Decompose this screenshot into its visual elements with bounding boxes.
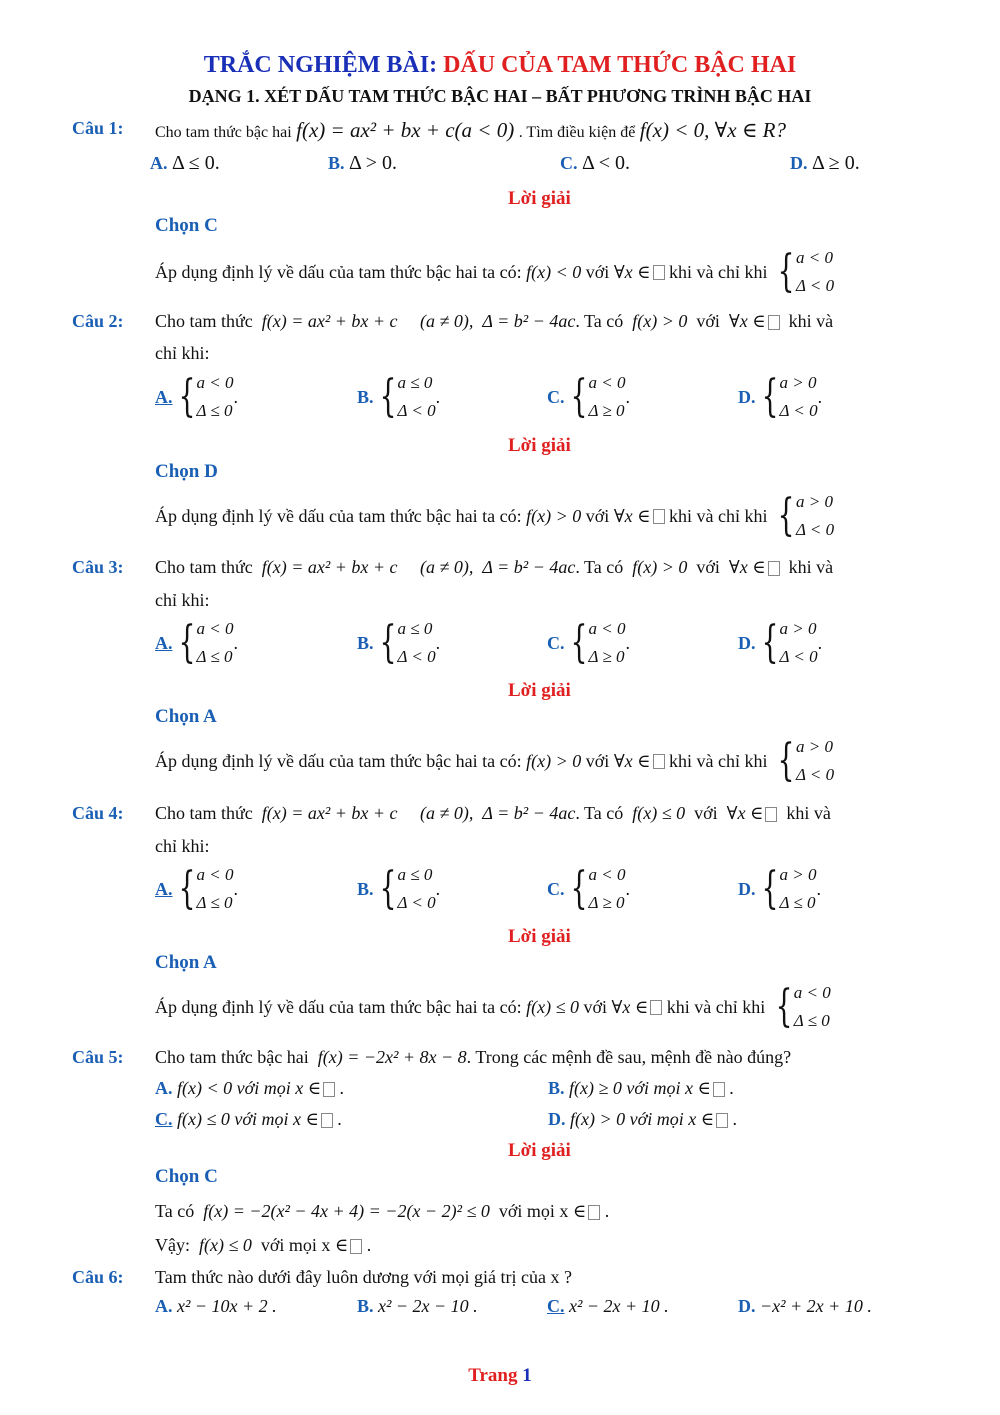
real-set-icon bbox=[350, 1239, 362, 1254]
q1-option-d bbox=[790, 152, 860, 175]
brace-icon: { bbox=[775, 981, 793, 1032]
q5-option-b-text: f(x) ≥ 0 với mọi x ∈ bbox=[569, 1078, 711, 1098]
q4-option-a-letter: A. bbox=[155, 878, 173, 899]
brace-icon: { bbox=[570, 371, 587, 422]
q5-option-a-letter: A. bbox=[155, 1078, 173, 1098]
q4-option-b-letter: B. bbox=[357, 878, 374, 899]
q1-option-c bbox=[560, 152, 630, 175]
q2-option-c-letter: C. bbox=[547, 386, 565, 407]
page-footer bbox=[0, 1365, 1000, 1387]
q5-loi-giai: Lời giải bbox=[508, 1140, 571, 1161]
q4-solution-forall: ∀x ∈ bbox=[611, 996, 649, 1017]
q3-stem-text: Cho tam thức bbox=[155, 557, 253, 577]
q3-solution-cond: f(x) > 0 bbox=[526, 750, 582, 771]
q1-option-d-letter: D. bbox=[790, 153, 808, 173]
q5-stem-text-b: . Trong các mệnh đề sau, mệnh đề nào đúng? bbox=[466, 1047, 792, 1067]
q3-a-line-1: a < 0 bbox=[196, 619, 234, 638]
q1-solution-forall: ∀x ∈ bbox=[613, 261, 651, 282]
q2-option-a-letter: A. bbox=[155, 386, 173, 407]
q1-option-c-letter: C. bbox=[560, 153, 578, 173]
q2-stem bbox=[155, 311, 833, 332]
q2-delta: Δ = b² − 4ac bbox=[482, 311, 576, 331]
q3-option-c: C. { a < 0 Δ ≥ 0 . bbox=[547, 615, 630, 671]
q1-stem-text-a: Cho tam thức bậc hai bbox=[155, 124, 292, 141]
q1-option-b-letter: B. bbox=[328, 153, 345, 173]
q2-loi-giai: Lời giải bbox=[508, 435, 571, 456]
brace-icon: { bbox=[178, 371, 195, 422]
q4-khi-va: khi và bbox=[786, 803, 831, 823]
q3-b-line-1: a ≤ 0 bbox=[397, 619, 433, 638]
q4-solution-iff: khi và chỉ khi bbox=[666, 996, 766, 1017]
q1-solution-iff: khi và chỉ khi bbox=[669, 261, 768, 282]
real-set-icon bbox=[588, 1205, 600, 1220]
brace-icon: { bbox=[777, 490, 795, 541]
real-set-icon bbox=[323, 1082, 335, 1097]
q2-sys-line-2: Δ < 0 bbox=[795, 520, 835, 539]
q2-c-line-2: Δ ≥ 0 bbox=[588, 401, 625, 420]
q5-option-d-text: f(x) > 0 với mọi x ∈ bbox=[570, 1109, 715, 1129]
q4-stem bbox=[155, 803, 831, 824]
q1-option-a-letter: A. bbox=[150, 153, 168, 173]
q6-option-c-letter: C. bbox=[547, 1296, 565, 1316]
q6-option-a-letter: A. bbox=[155, 1296, 173, 1316]
q2-option-c: C. { a < 0 Δ ≥ 0 . bbox=[547, 369, 630, 425]
q2-option-a: A. { a < 0 Δ ≤ 0 . bbox=[155, 369, 238, 425]
q4-d-line-2: Δ ≤ 0 bbox=[779, 893, 816, 912]
q2-option-d: D. { a > 0 Δ < 0 . bbox=[738, 369, 822, 425]
q2-formula: f(x) = ax² + bx + c bbox=[261, 311, 398, 331]
q1-formula: f(x) = ax² + bx + c(a < 0) bbox=[296, 118, 515, 142]
q5-sol1-text: Ta có bbox=[155, 1201, 195, 1221]
real-set-icon bbox=[713, 1082, 725, 1097]
q2-solution-text: Áp dụng định lý về dấu của tam thức bậc hai ta có: bbox=[155, 505, 522, 526]
q2-b-line-1: a ≤ 0 bbox=[397, 373, 433, 392]
q3-c-line-2: Δ ≥ 0 bbox=[588, 647, 625, 666]
q5-label: Câu 5: bbox=[72, 1047, 124, 1067]
q4-stem-text: Cho tam thức bbox=[155, 803, 253, 823]
q3-option-a: A. { a < 0 Δ ≤ 0 . bbox=[155, 615, 238, 671]
q4-solution bbox=[155, 979, 831, 1035]
q3-a-line-2: Δ ≤ 0 bbox=[196, 647, 233, 666]
q2-stem-text: Cho tam thức bbox=[155, 311, 253, 331]
q4-label: Câu 4: bbox=[72, 803, 124, 823]
q1-sys-line-1: a < 0 bbox=[795, 248, 833, 267]
q4-sys-line-1: a < 0 bbox=[793, 983, 831, 1002]
q6-option-b bbox=[357, 1296, 478, 1317]
q4-b-line-1: a ≤ 0 bbox=[397, 865, 433, 884]
brace-icon: { bbox=[777, 246, 795, 297]
q2-solution-forall: ∀x ∈ bbox=[613, 505, 651, 526]
q1-solution bbox=[155, 244, 834, 300]
q5-solution-line-2: Vậy: f(x) ≤ 0 với mọi x ∈ . bbox=[155, 1235, 372, 1255]
q3-d-line-1: a > 0 bbox=[779, 619, 817, 638]
q3-option-d-letter: D. bbox=[738, 632, 756, 653]
q2-cond: f(x) > 0 bbox=[632, 311, 688, 331]
q1-option-b bbox=[328, 152, 397, 175]
q2-forall: ∀x ∈ bbox=[728, 311, 766, 331]
document-title bbox=[0, 52, 1000, 79]
q4-delta: Δ = b² − 4ac bbox=[482, 803, 576, 823]
q5-option-a: A. f(x) < 0 với mọi x ∈ . bbox=[155, 1078, 345, 1098]
q2-d-line-2: Δ < 0 bbox=[779, 401, 818, 420]
q2-voi: với bbox=[696, 311, 720, 331]
real-set-icon bbox=[768, 315, 780, 330]
q2-a-line-1: a < 0 bbox=[196, 373, 234, 392]
q3-b-line-2: Δ < 0 bbox=[397, 647, 436, 666]
q2-label: Câu 2: bbox=[72, 311, 124, 331]
q2-solution-iff: khi và chỉ khi bbox=[669, 505, 768, 526]
q5-sol2-tail: với mọi x ∈ bbox=[260, 1235, 349, 1255]
brace-icon: { bbox=[777, 735, 795, 786]
q5-option-a-text: f(x) < 0 với mọi x ∈ bbox=[177, 1078, 322, 1098]
q5-option-d-letter: D. bbox=[548, 1109, 566, 1129]
q1-solution-text: Áp dụng định lý về dấu của tam thức bậc hai ta có: bbox=[155, 261, 522, 282]
q2-chi-khi: chỉ khi: bbox=[155, 343, 210, 363]
q5-option-b: B. f(x) ≥ 0 với mọi x ∈ . bbox=[548, 1078, 734, 1098]
q3-solution-iff: khi và chỉ khi bbox=[669, 750, 768, 771]
real-set-icon bbox=[716, 1113, 728, 1128]
q4-option-b: B. { a ≤ 0 Δ < 0 . bbox=[357, 861, 440, 917]
q6-option-b-text: x² − 2x − 10 . bbox=[378, 1296, 478, 1316]
q5-sol1-formula: f(x) = −2(x² − 4x + 4) = −2(x − 2)² ≤ 0 bbox=[203, 1201, 490, 1221]
q1-solution-voi: với bbox=[585, 261, 610, 282]
title-main: DẤU CỦA TAM THỨC BẬC HAI bbox=[443, 52, 797, 78]
q3-ta-co: . Ta có bbox=[575, 557, 624, 577]
q4-cond: f(x) ≤ 0 bbox=[632, 803, 686, 823]
q3-option-b: B. { a ≤ 0 Δ < 0 . bbox=[357, 615, 440, 671]
q5-option-c: C. f(x) ≤ 0 với mọi x ∈ . bbox=[155, 1109, 342, 1129]
q3-loi-giai: Lời giải bbox=[508, 680, 571, 701]
q3-forall: ∀x ∈ bbox=[728, 557, 766, 577]
q6-option-a bbox=[155, 1296, 277, 1317]
q3-voi: với bbox=[696, 557, 720, 577]
q2-a-cond: (a ≠ 0), bbox=[420, 311, 474, 331]
q4-a-line-1: a < 0 bbox=[196, 865, 234, 884]
q6-option-c-text: x² − 2x + 10 . bbox=[569, 1296, 669, 1316]
q5-sol2-text: Vậy: bbox=[155, 1235, 190, 1255]
q3-option-d: D. { a > 0 Δ < 0 . bbox=[738, 615, 822, 671]
real-set-icon bbox=[765, 807, 777, 822]
q3-solution bbox=[155, 733, 834, 789]
q6-option-d-text: −x² + 2x + 10 . bbox=[760, 1296, 872, 1316]
q4-option-c: C. { a < 0 Δ ≥ 0 . bbox=[547, 861, 630, 917]
q3-solution-forall: ∀x ∈ bbox=[613, 750, 651, 771]
real-set-icon bbox=[768, 561, 780, 576]
q4-solution-text: Áp dụng định lý về dấu của tam thức bậc hai ta có: bbox=[155, 996, 522, 1017]
q1-option-c-text: Δ < 0. bbox=[582, 152, 631, 174]
q2-sys-line-1: a > 0 bbox=[795, 492, 833, 511]
q2-option-d-letter: D. bbox=[738, 386, 756, 407]
q4-d-line-1: a > 0 bbox=[779, 865, 817, 884]
q2-solution-system bbox=[772, 488, 834, 544]
q4-loi-giai: Lời giải bbox=[508, 926, 571, 947]
brace-icon: { bbox=[761, 617, 778, 668]
q2-solution-cond: f(x) > 0 bbox=[526, 505, 582, 526]
q2-solution-voi: với bbox=[585, 505, 610, 526]
q2-option-b: B. { a ≤ 0 Δ < 0 . bbox=[357, 369, 440, 425]
brace-icon: { bbox=[570, 617, 587, 668]
q1-option-b-text: Δ > 0. bbox=[349, 152, 398, 174]
q3-chi-khi: chỉ khi: bbox=[155, 590, 210, 610]
q3-d-line-2: Δ < 0 bbox=[779, 647, 818, 666]
q3-formula: f(x) = ax² + bx + c bbox=[261, 557, 398, 577]
q3-answer: Chọn A bbox=[155, 706, 217, 727]
q3-delta: Δ = b² − 4ac bbox=[482, 557, 576, 577]
q1-stem-text-b: . Tìm điều kiện để bbox=[518, 124, 636, 141]
brace-icon: { bbox=[379, 617, 396, 668]
q1-sys-line-2: Δ < 0 bbox=[795, 276, 835, 295]
q2-d-line-1: a > 0 bbox=[779, 373, 817, 392]
q5-option-d: D. f(x) > 0 với mọi x ∈ . bbox=[548, 1109, 738, 1129]
q3-c-line-1: a < 0 bbox=[588, 619, 626, 638]
q3-cond: f(x) > 0 bbox=[632, 557, 688, 577]
q4-b-line-2: Δ < 0 bbox=[397, 893, 436, 912]
q4-voi: với bbox=[694, 803, 718, 823]
q4-option-c-letter: C. bbox=[547, 878, 565, 899]
q4-c-line-1: a < 0 bbox=[588, 865, 626, 884]
q3-label: Câu 3: bbox=[72, 557, 124, 577]
q4-option-d: D. { a > 0 Δ ≤ 0 . bbox=[738, 861, 821, 917]
real-set-icon bbox=[650, 1000, 662, 1015]
brace-icon: { bbox=[379, 371, 396, 422]
q5-answer: Chọn C bbox=[155, 1166, 218, 1187]
q3-stem bbox=[155, 557, 833, 578]
q3-solution-text: Áp dụng định lý về dấu của tam thức bậc hai ta có: bbox=[155, 750, 522, 771]
q6-option-b-letter: B. bbox=[357, 1296, 374, 1316]
q3-solution-voi: với bbox=[585, 750, 610, 771]
brace-icon: { bbox=[570, 863, 587, 914]
real-set-icon bbox=[653, 754, 665, 769]
q6-option-a-text: x² − 10x + 2 . bbox=[177, 1296, 277, 1316]
q3-option-b-letter: B. bbox=[357, 632, 374, 653]
q4-chi-khi: chỉ khi: bbox=[155, 836, 210, 856]
q6-option-d-letter: D. bbox=[738, 1296, 756, 1316]
q4-answer: Chọn A bbox=[155, 952, 217, 973]
q6-option-c bbox=[547, 1296, 669, 1317]
q5-stem-text-a: Cho tam thức bậc hai bbox=[155, 1047, 309, 1067]
q3-solution-system bbox=[772, 733, 834, 789]
q2-ta-co: . Ta có bbox=[575, 311, 624, 331]
footer-page-number: 1 bbox=[522, 1365, 532, 1386]
q1-option-d-text: Δ ≥ 0. bbox=[812, 152, 860, 174]
q2-option-b-letter: B. bbox=[357, 386, 374, 407]
q4-solution-system bbox=[770, 979, 831, 1035]
q4-option-d-letter: D. bbox=[738, 878, 756, 899]
q5-option-c-text: f(x) ≤ 0 với mọi x ∈ bbox=[177, 1109, 319, 1129]
brace-icon: { bbox=[379, 863, 396, 914]
footer-trang: Trang bbox=[468, 1365, 518, 1386]
real-set-icon bbox=[653, 509, 665, 524]
q2-khi-va: khi và bbox=[788, 311, 834, 331]
q3-sys-line-2: Δ < 0 bbox=[795, 765, 835, 784]
q4-solution-cond: f(x) ≤ 0 bbox=[526, 996, 580, 1017]
q3-option-a-letter: A. bbox=[155, 632, 173, 653]
q4-forall: ∀x ∈ bbox=[726, 803, 764, 823]
q2-b-line-2: Δ < 0 bbox=[397, 401, 436, 420]
q4-solution-voi: với bbox=[583, 996, 608, 1017]
section-heading: DẠNG 1. XÉT DẤU TAM THỨC BẬC HAI – BẤT PHƯƠNG TRÌNH BẬC HAI bbox=[188, 86, 812, 106]
q1-option-a-text: Δ ≤ 0. bbox=[172, 152, 220, 174]
q5-sol2-formula: f(x) ≤ 0 bbox=[199, 1235, 252, 1255]
q6-label: Câu 6: bbox=[72, 1267, 124, 1287]
q5-option-c-letter: C. bbox=[155, 1109, 173, 1129]
q5-formula: f(x) = −2x² + 8x − 8 bbox=[317, 1047, 467, 1067]
q1-solution-cond: f(x) < 0 bbox=[526, 261, 582, 282]
q3-a-cond: (a ≠ 0), bbox=[420, 557, 474, 577]
q4-c-line-2: Δ ≥ 0 bbox=[588, 893, 625, 912]
q5-sol1-tail: với mọi x ∈ bbox=[498, 1201, 587, 1221]
q5-stem bbox=[155, 1047, 791, 1068]
q3-option-c-letter: C. bbox=[547, 632, 565, 653]
q1-option-a bbox=[150, 152, 220, 175]
q2-a-line-2: Δ ≤ 0 bbox=[196, 401, 233, 420]
brace-icon: { bbox=[178, 863, 195, 914]
q5-solution-line-1: Ta có f(x) = −2(x² − 4x + 4) = −2(x − 2)² ≤ 0 với mọi x ∈ . bbox=[155, 1201, 610, 1221]
q4-a-line-2: Δ ≤ 0 bbox=[196, 893, 233, 912]
q2-answer: Chọn D bbox=[155, 461, 218, 482]
q1-stem bbox=[155, 118, 786, 143]
q1-answer: Chọn C bbox=[155, 215, 218, 236]
real-set-icon bbox=[321, 1113, 333, 1128]
brace-icon: { bbox=[761, 863, 778, 914]
real-set-icon bbox=[653, 265, 665, 280]
q6-option-d bbox=[738, 1296, 872, 1317]
q1-solution-system bbox=[772, 244, 834, 300]
brace-icon: { bbox=[178, 617, 195, 668]
q1-label: Câu 1: bbox=[72, 118, 124, 138]
q6-stem: Tam thức nào dưới đây luôn dương với mọi giá trị của x ? bbox=[155, 1267, 572, 1287]
q1-loi-giai: Lời giải bbox=[508, 188, 571, 209]
q2-c-line-1: a < 0 bbox=[588, 373, 626, 392]
q3-sys-line-1: a > 0 bbox=[795, 737, 833, 756]
q4-option-a: A. { a < 0 Δ ≤ 0 . bbox=[155, 861, 238, 917]
brace-icon: { bbox=[761, 371, 778, 422]
q5-option-b-letter: B. bbox=[548, 1078, 565, 1098]
title-prefix: TRẮC NGHIỆM BÀI: bbox=[203, 52, 438, 78]
q3-khi-va: khi và bbox=[788, 557, 834, 577]
q1-condition: f(x) < 0, ∀x ∈ R? bbox=[639, 118, 786, 142]
q4-formula: f(x) = ax² + bx + c bbox=[261, 803, 398, 823]
q2-solution bbox=[155, 488, 834, 544]
q4-sys-line-2: Δ ≤ 0 bbox=[793, 1011, 830, 1030]
q4-a-cond: (a ≠ 0), bbox=[420, 803, 474, 823]
q4-ta-co: . Ta có bbox=[575, 803, 624, 823]
